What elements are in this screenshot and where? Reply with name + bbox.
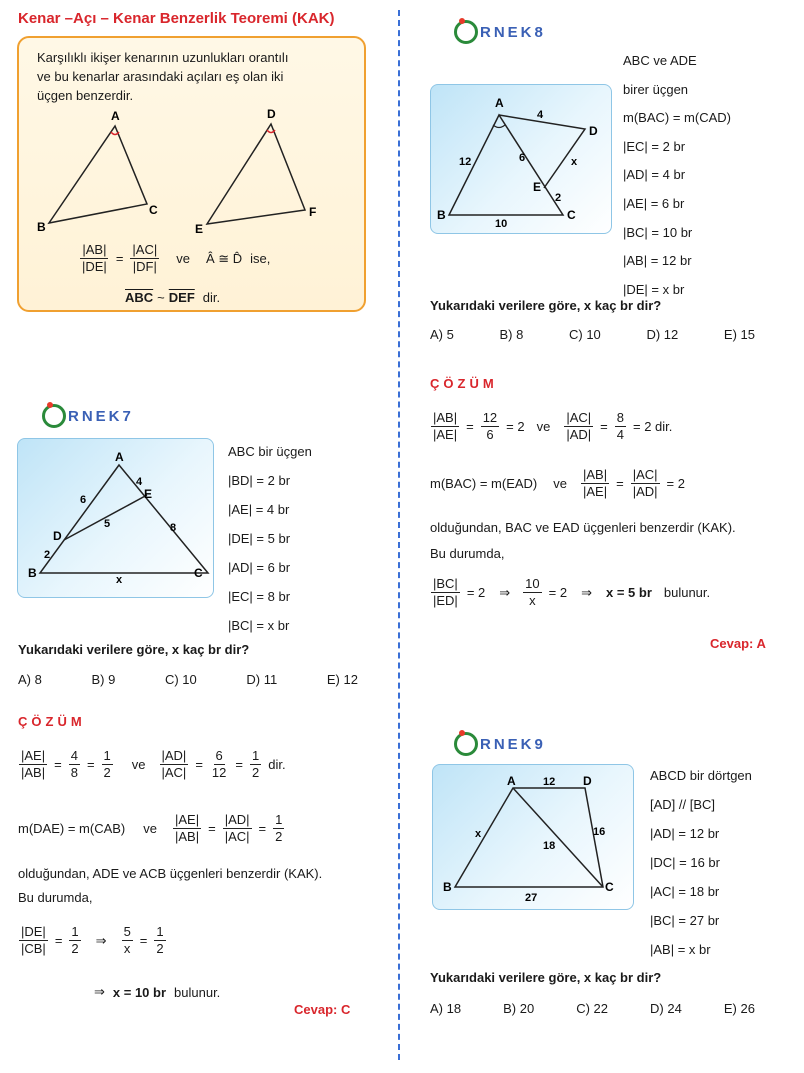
label-a: A	[111, 109, 120, 123]
label-a: A	[115, 450, 124, 464]
option-b[interactable]: B) 20	[503, 1001, 535, 1016]
ornek7-triangle	[18, 439, 213, 597]
label-4: 4	[136, 476, 143, 488]
ornek9-given	[650, 761, 752, 964]
label-b: B	[437, 208, 446, 222]
definition-line: üçgen benzerdir.	[37, 88, 134, 103]
ornek8-answer: Cevap: A	[710, 636, 766, 651]
label-a: A	[495, 96, 504, 110]
sim-abc: $\overline{ABC}$	[125, 290, 154, 305]
given-item: |BC| = 27 br	[650, 913, 720, 928]
ornek-o-icon	[42, 404, 66, 428]
ornek8-triangle	[431, 85, 611, 233]
given-item: |DC| = 16 br	[650, 855, 720, 870]
ise-text: ise,	[250, 251, 271, 266]
column-divider	[398, 10, 400, 1060]
given-item: ABC bir üçgen	[228, 444, 312, 459]
option-d[interactable]: D) 11	[246, 672, 278, 687]
label-16: 16	[593, 826, 606, 838]
ornek7-step1: $\frac{|AE|}{|AB|}$ = $\frac{4}{8}$ = $\frac{1}{2}$ ve $\frac{|AD|}{|AC|}$ = $\frac{6}{12}$ = $\frac{1}{2}$ dir.	[21, 748, 286, 780]
given-item: |AB| = 12 br	[623, 253, 692, 269]
label-c: C	[605, 880, 614, 894]
given-item: |BC| = x br	[228, 618, 290, 633]
ornek7-question: Yukarıdaki verilere göre, x kaç br dir?	[18, 642, 250, 657]
label-10: 10	[495, 218, 508, 230]
ornek7-step5: $\frac{|DE|}{|CB|}$ = $\frac{1}{2}$ ⇒ $\frac{5}{x}$ = $\frac{1}{2}$	[21, 924, 164, 956]
given-item: ABCD bir dörtgen	[650, 768, 752, 783]
section-title: Kenar –Açı – Kenar Benzerlik Teoremi (KAK)	[18, 10, 335, 27]
option-a[interactable]: A) 18	[430, 1001, 462, 1016]
ornek8-given	[623, 47, 731, 304]
label-c: C	[567, 208, 576, 222]
given-item: |AB| = x br	[650, 942, 711, 957]
ornek9-heading: RNEK9	[454, 732, 546, 756]
label-e: E	[533, 180, 542, 194]
label-6: 6	[519, 152, 526, 164]
ornek7-answer: Cevap: C	[294, 1002, 351, 1017]
label-2: 2	[44, 549, 51, 561]
option-c[interactable]: C) 10	[164, 672, 197, 687]
ornek9-figure	[432, 764, 634, 910]
frac-num: |AB|	[82, 242, 107, 257]
ornek-o-icon	[454, 732, 478, 756]
label-18: 18	[543, 840, 556, 852]
given-item: |DE| = 5 br	[228, 531, 291, 546]
given-item: |BC| = 10 br	[623, 224, 693, 240]
label-12: 12	[459, 156, 472, 168]
label-8: 8	[170, 522, 177, 534]
given-item: m(BAC) = m(CAD)	[623, 110, 731, 126]
ornek9-trapezoid	[433, 765, 633, 909]
sim-def: $\overline{DEF}$	[168, 290, 195, 305]
option-b[interactable]: B) 9	[91, 672, 116, 687]
ornek7-step3: olduğundan, ADE ve ACB üçgenleri benzerdir (KAK).	[18, 866, 323, 881]
option-a[interactable]: A) 8	[18, 672, 42, 687]
frac-den: |DF|	[132, 259, 157, 274]
given-item: |AD| = 12 br	[650, 826, 720, 841]
ornek9-options	[430, 1001, 755, 1016]
option-d[interactable]: D) 12	[646, 327, 679, 342]
ornek8-figure	[430, 84, 612, 234]
given-item: |AD| = 4 br	[623, 167, 686, 183]
option-c[interactable]: C) 22	[576, 1001, 609, 1016]
ornek8-options	[430, 327, 755, 342]
option-b[interactable]: B) 8	[499, 327, 524, 342]
given-item: |AE| = 4 br	[228, 502, 290, 517]
given-item: |DE| = x br	[623, 281, 685, 297]
label-d: D	[583, 774, 592, 788]
label-b: B	[37, 220, 46, 234]
given-item: |EC| = 8 br	[228, 589, 291, 604]
label-27: 27	[525, 892, 538, 904]
angle-relation: Â ≅ D̂	[205, 250, 243, 266]
label-5: 5	[104, 518, 111, 530]
ornek8-step2: m(BAC) = m(EAD) ve $\frac{|AB|}{|AE|}$ = $\frac{|AC|}{|AD|}$ = 2	[430, 467, 685, 499]
ornek8-step1: $\frac{|AB|}{|AE|}$ = $\frac{12}{6}$ = 2 ve $\frac{|AC|}{|AD|}$ = $\frac{8}{4}$ = 2 dir.	[433, 410, 673, 442]
label-6: 6	[80, 494, 87, 506]
option-e[interactable]: E) 12	[326, 672, 358, 687]
ornek8-step3: olduğundan, BAC ve EAD üçgenleri benzerdir (KAK).	[430, 520, 736, 535]
given-item: [AD] // [BC]	[650, 797, 716, 812]
frac-den: |DE|	[82, 259, 107, 274]
given-item: birer üçgen	[623, 81, 689, 97]
frac-num: |AC|	[132, 242, 158, 257]
label-x: x	[116, 574, 123, 586]
ornek7-result: ⇒ x = 10 br bulunur.	[94, 984, 221, 1000]
option-c[interactable]: C) 10	[569, 327, 601, 342]
ornek7-cozum: ÇÖZÜM	[18, 714, 86, 729]
ornek7-heading: RNEK7	[42, 404, 134, 428]
label-e: E	[195, 222, 204, 236]
label-c: C	[149, 203, 158, 217]
ornek7-given	[228, 437, 312, 640]
ornek-o-icon	[454, 20, 478, 44]
given-item: |AD| = 6 br	[228, 560, 291, 575]
ornek7-options	[18, 672, 358, 687]
ornek7-step4: Bu durumda,	[18, 890, 93, 905]
label-d: D	[53, 529, 62, 543]
given-item: |AE| = 6 br	[623, 195, 685, 211]
definition-line: Karşılıklı ikişer kenarının uzunlukları orantılı	[37, 50, 289, 65]
definition-line: ve bu kenarlar arasındaki açıları eş olan iki	[37, 69, 284, 84]
definition-box	[17, 36, 366, 312]
similarity-statement: $\overline{ABC}$ ~ $\overline{DEF}$ dir.	[125, 290, 221, 305]
label-4: 4	[537, 109, 544, 121]
ornek7-step2: m(DAE) = m(CAB) ve $\frac{|AE|}{|AB|}$ = $\frac{|AD|}{|AC|}$ = $\frac{1}{2}$	[18, 812, 283, 844]
given-item: |AC| = 18 br	[650, 884, 720, 899]
definition-ratio: $\frac{|AB|}{|DE|}$ = $\frac{|AC|}{|DF|}$ ve Â ≅ D̂ ise,	[82, 242, 271, 274]
label-a: A	[507, 774, 516, 788]
label-d: D	[589, 124, 598, 138]
label-b: B	[443, 880, 452, 894]
option-d[interactable]: D) 24	[650, 1001, 682, 1016]
given-item: |EC| = 2 br	[623, 138, 686, 154]
ornek8-cozum: ÇÖZÜM	[430, 376, 498, 391]
option-a[interactable]: A) 5	[430, 327, 454, 342]
option-e[interactable]: E) 15	[723, 327, 755, 342]
option-e[interactable]: E) 26	[723, 1001, 755, 1016]
label-b: B	[28, 566, 37, 580]
label-2: 2	[555, 192, 562, 204]
label-f: F	[309, 205, 317, 219]
given-item: ABC ve ADE	[623, 53, 697, 68]
given-item: |BD| = 2 br	[228, 473, 291, 488]
label-e: E	[144, 487, 153, 501]
label-c: C	[194, 566, 203, 580]
ve-text: ve	[176, 251, 190, 266]
label-d: D	[267, 107, 276, 121]
label-x: x	[475, 828, 482, 840]
label-12: 12	[543, 776, 556, 788]
ornek8-heading: RNEK8	[454, 20, 546, 44]
ornek7-figure	[17, 438, 214, 598]
label-x: x	[571, 156, 578, 168]
ornek9-question: Yukarıdaki verilere göre, x kaç br dir?	[430, 970, 662, 985]
ornek8-step5: $\frac{|BC|}{|ED|}$ = 2 ⇒ $\frac{10}{x}$ = 2 ⇒ x = 5 br bulunur.	[433, 576, 711, 608]
ornek8-step4: Bu durumda,	[430, 546, 505, 561]
ornek8-question: Yukarıdaki verilere göre, x kaç br dir?	[430, 298, 662, 313]
dir-text: dir.	[202, 290, 221, 305]
